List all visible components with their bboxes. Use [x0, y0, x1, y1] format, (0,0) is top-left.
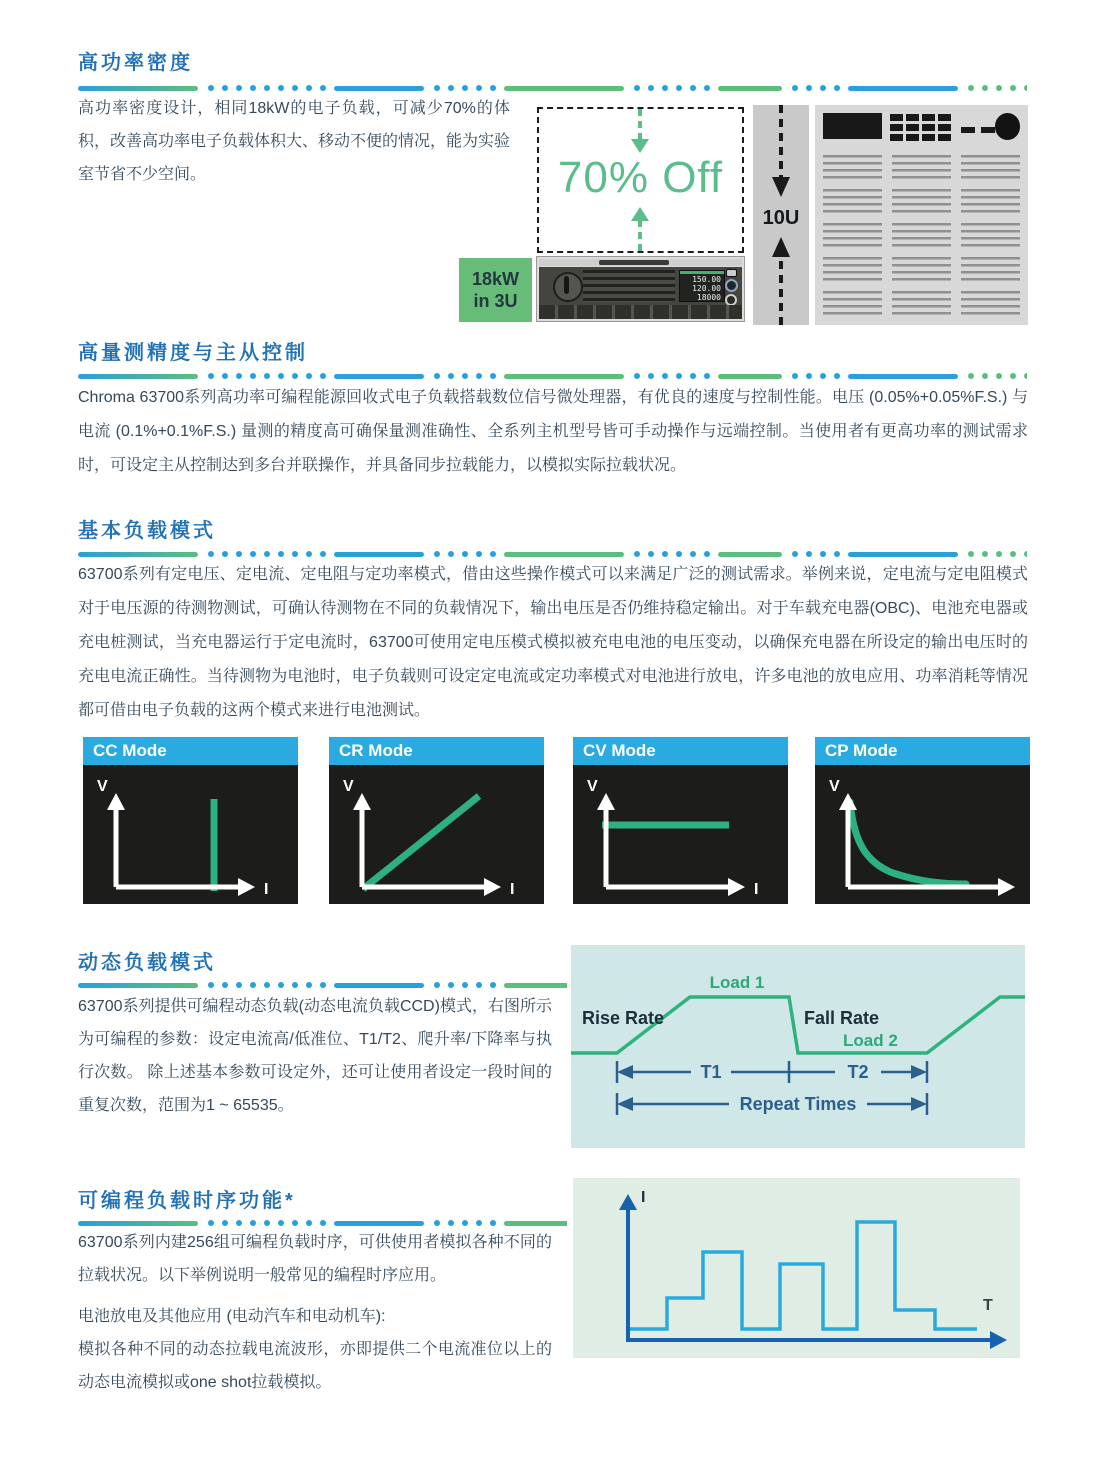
dynamic-load-diagram [571, 945, 1025, 1148]
cp-mode-graph [815, 765, 1030, 904]
divider-decoration [78, 372, 1027, 380]
cr-mode-panel [329, 737, 544, 904]
cp-mode-title: CP Mode [815, 737, 1030, 765]
t2-label: T2 [847, 1062, 869, 1082]
instrument-display [679, 270, 725, 302]
svg-text:V: V [97, 778, 108, 795]
cr-mode-title: CR Mode [329, 737, 544, 765]
cc-mode-graph [83, 765, 298, 904]
usb-port-icon [726, 269, 737, 277]
compact-size-line2: in 3U [473, 291, 518, 311]
cc-mode-panel [83, 737, 298, 904]
display-value-voltage: 150.00 [692, 275, 721, 284]
instrument-top-strip [539, 259, 742, 266]
divider-decoration [78, 84, 1027, 92]
rack-buttons [890, 114, 951, 141]
svg-text:V: V [343, 778, 354, 795]
time-axis-label: T [983, 1297, 993, 1314]
sequence-sub-paragraph: 模拟各种不同的动态拉载电流波形，亦即提供二个电流准位以上的动态电流模拟或one shot拉载模拟。 [78, 1341, 552, 1391]
rack-10u-image [815, 105, 1028, 325]
current-axis-label: I [641, 1189, 646, 1206]
sequence-paragraph: 63700系列内建256组可编程负载时序，可供使用者模拟各种不同的拉载状况。以下举例说明一般常见的编程时序应用。 [78, 1234, 552, 1284]
load1-label: Load 1 [709, 973, 765, 992]
svg-text:I: I [510, 881, 515, 898]
rack-height-label: 10U [762, 207, 800, 229]
cp-mode-panel [815, 737, 1030, 904]
svg-text:I: I [264, 881, 269, 898]
load-sequence-chart [573, 1178, 1020, 1358]
cc-mode-title: CC Mode [83, 737, 298, 765]
instrument-vents [583, 270, 675, 302]
accuracy-paragraph: Chroma 63700系列高功率可编程能源回收式电子负载搭载数位信号微处理器，有优良的速度与控制性能。电压 (0.05%+0.05%F.S.) 与电流 (0.1%+0.1%F.S.) 量测的精度高可确保量测准确性、全系列主机型号皆可手动操作与远端控制。当使用者有更高功率的测试需求时，可设定主从控制达到多台并联操作，并具备同步拉载能力，以模拟实际拉载状况。 [78, 389, 1028, 474]
section-title-accuracy: 高量测精度与主从控制 [78, 342, 308, 364]
fall-rate-label: Fall Rate [804, 1008, 880, 1028]
rack-vents [823, 155, 1020, 317]
instrument-3u-image [536, 256, 745, 322]
cv-mode-panel [573, 737, 788, 904]
compact-size-badge [459, 258, 532, 322]
rack-knob-icon [995, 113, 1020, 140]
cr-mode-graph [329, 765, 544, 904]
compact-size-line1: 18kW [471, 269, 520, 289]
display-value-current: 120.00 [692, 284, 721, 293]
rack-display [823, 113, 882, 139]
10u-height-indicator [753, 105, 809, 325]
svg-text:I: I [754, 881, 759, 898]
rotary-knob-icon [725, 279, 738, 292]
cv-mode-title: CV Mode [573, 737, 788, 765]
display-value-power: 18000 [696, 293, 721, 302]
t1-label: T1 [700, 1062, 722, 1082]
dynamic-paragraph: 63700系列提供可编程动态负载(动态电流负载CCD)模式，右图所示为可编程的参数：设定电流高/低准位、T1/T2、爬升率/下降率与执行次数。 除上述基本参数可设定外，还可让使用者设定一段时间的重复次数，范围为1 ~ 65535。 [78, 998, 552, 1114]
repeat-times-label: Repeat Times [739, 1094, 857, 1114]
svg-text:V: V [587, 778, 598, 795]
divider-decoration [78, 981, 567, 989]
section-title-basic-modes: 基本负载模式 [78, 520, 216, 542]
basic-modes-paragraph: 63700系列有定电压、定电流、定电阻与定功率模式，借由这些操作模式可以来满足广泛的测试需求。举例来说，定电流与定电阻模式对于电压源的待测物测试，可确认待测物在不同的负载情况下，输出电压是否仍维持稳定输出。对于车载充电器(OBC)、电池充电器或充电桩测试，当充电器运行于定电流时，63700可使用定电压模式模拟被充电电池的电压变动，以确保充电器在所设定的输出电压时的充电电流正确性。当待测物为电池时，电子负载则可设定定电流或定功率模式对电池进行放电，许多电池的放电应用、功率消耗等情况都可借由电子负载的这两个模式来进行电池测试。 [78, 566, 1028, 719]
load2-label: Load 2 [843, 1031, 898, 1050]
instrument-bottom-vents [539, 305, 742, 319]
section-title-power-density: 高功率密度 [78, 52, 193, 74]
rack-switches [961, 127, 995, 133]
section-title-sequence: 可编程负载时序功能* [78, 1190, 296, 1212]
rotary-knob-icon [725, 294, 737, 305]
sequence-subtitle: 电池放电及其他应用 (电动汽车和电动机车): [78, 1308, 386, 1325]
volume-saving-box [537, 107, 744, 253]
instrument-front-panel [539, 267, 742, 305]
rise-rate-label: Rise Rate [582, 1008, 665, 1028]
cv-mode-graph [573, 765, 788, 904]
section-title-dynamic: 动态负载模式 [78, 952, 216, 974]
power-density-paragraph: 高功率密度设计，相同18kW的电子负载，可减少70%的体积，改善高功率电子负载体积大、移动不便的情况，能为实验室节省不少空间。 [78, 100, 511, 183]
saving-label: 70% Off [557, 153, 724, 202]
svg-text:V: V [829, 778, 840, 795]
power-switch-knob [553, 272, 583, 302]
divider-decoration [78, 550, 1027, 558]
